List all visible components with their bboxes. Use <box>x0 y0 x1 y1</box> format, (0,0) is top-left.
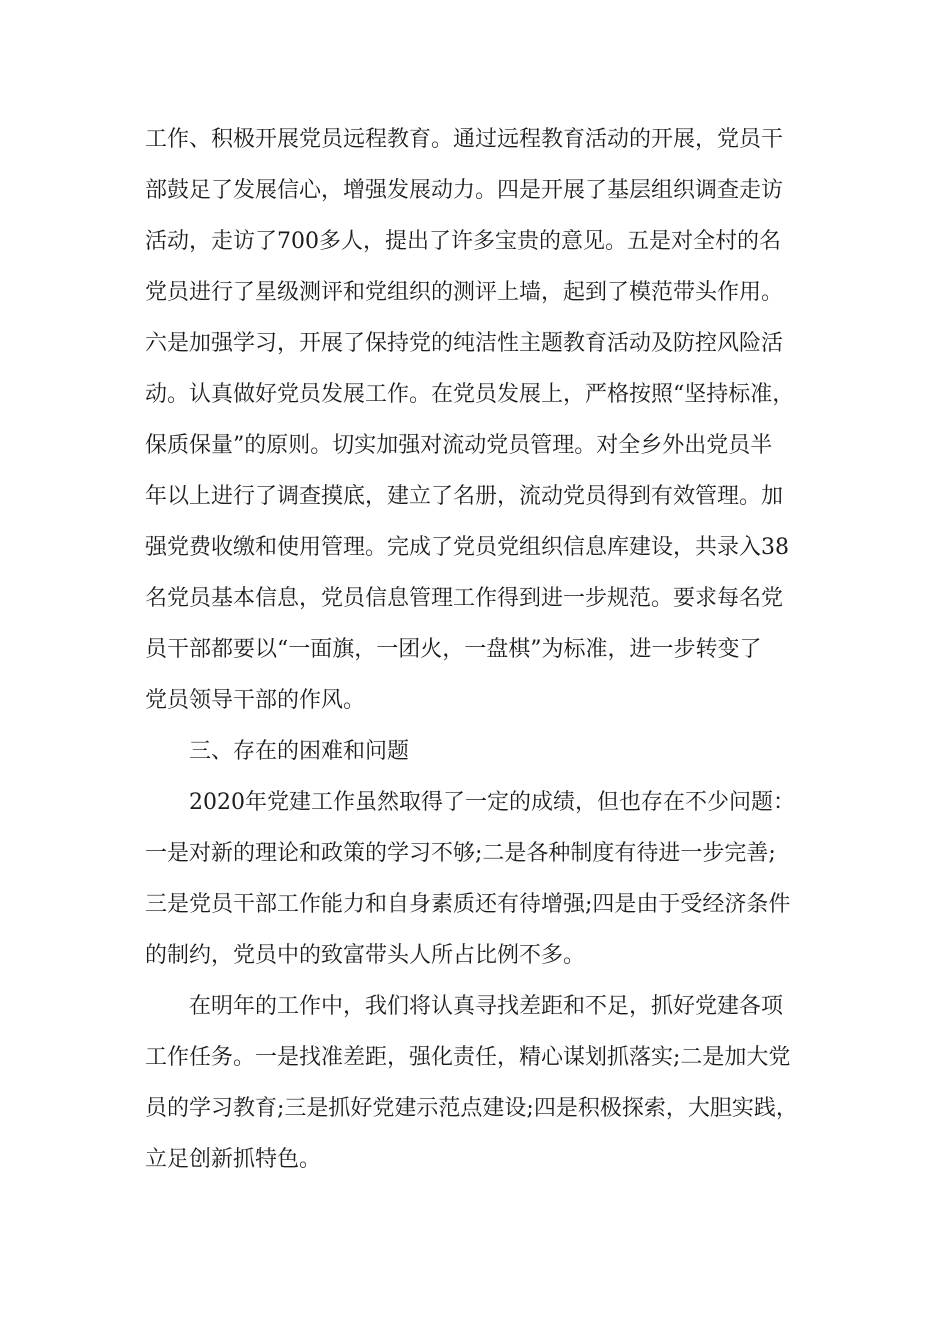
text-line: 保质保量”的原则。切实加强对流动党员管理。对全乡外出党员半 <box>145 433 773 458</box>
text-line: 党员领导干部的作风。 <box>145 688 366 713</box>
text-line: 强党费收缴和使用管理。完成了党员党组织信息库建设，共录入38 <box>145 535 789 560</box>
text-line: 名党员基本信息，党员信息管理工作得到进一步规范。要求每名党 <box>145 586 784 611</box>
text-line: 立足创新抓特色。 <box>145 1147 322 1172</box>
paragraph <box>145 1032 825 1185</box>
text-line: 年以上进行了调查摸底，建立了名册，流动党员得到有效管理。加 <box>145 484 784 509</box>
text-line: 三是党员干部工作能力和自身素质还有待增强;四是由于受经济条件 <box>145 892 791 917</box>
text-line: 2020年党建工作虽然取得了一定的成绩，但也存在不少问题： <box>189 790 795 815</box>
text-line: 部鼓足了发展信心，增强发展动力。四是开展了基层组织调查走访 <box>145 178 784 203</box>
text-line: 工作任务。一是找准差距，强化责任，精心谋划抓落实;二是加大党 <box>145 1045 791 1070</box>
paragraph <box>145 828 825 981</box>
paragraph <box>145 981 825 1032</box>
text-line: 工作、积极开展党员远程教育。通过远程教育活动的开展，党员干 <box>145 127 784 152</box>
text-line: 党员进行了星级测评和党组织的测评上墙，起到了模范带头作用。 <box>145 280 784 305</box>
text-line: 在明年的工作中，我们将认真寻找差距和不足，抓好党建各项 <box>189 994 784 1019</box>
text-line: 动。认真做好党员发展工作。在党员发展上，严格按照“坚持标准， <box>145 382 795 407</box>
text-line: 六是加强学习，开展了保持党的纯洁性主题教育活动及防控风险活 <box>145 331 784 356</box>
text-line: 活动，走访了700多人，提出了许多宝贵的意见。五是对全村的名 <box>145 229 781 254</box>
text-line: 员干部都要以“一面旗，一团火，一盘棋”为标准，进一步转变了 <box>145 637 762 662</box>
section-heading-text: 三、存在的困难和问题 <box>189 739 410 764</box>
paragraph <box>145 777 825 828</box>
text-line: 一是对新的理论和政策的学习不够;二是各种制度有待进一步完善; <box>145 841 776 866</box>
text-line: 的制约，党员中的致富带头人所占比例不多。 <box>145 943 586 968</box>
section-heading <box>145 726 825 777</box>
paragraph <box>145 114 825 726</box>
text-line: 员的学习教育;三是抓好党建示范点建设;四是积极探索，大胆实践， <box>145 1096 798 1121</box>
document-body <box>145 114 825 1185</box>
